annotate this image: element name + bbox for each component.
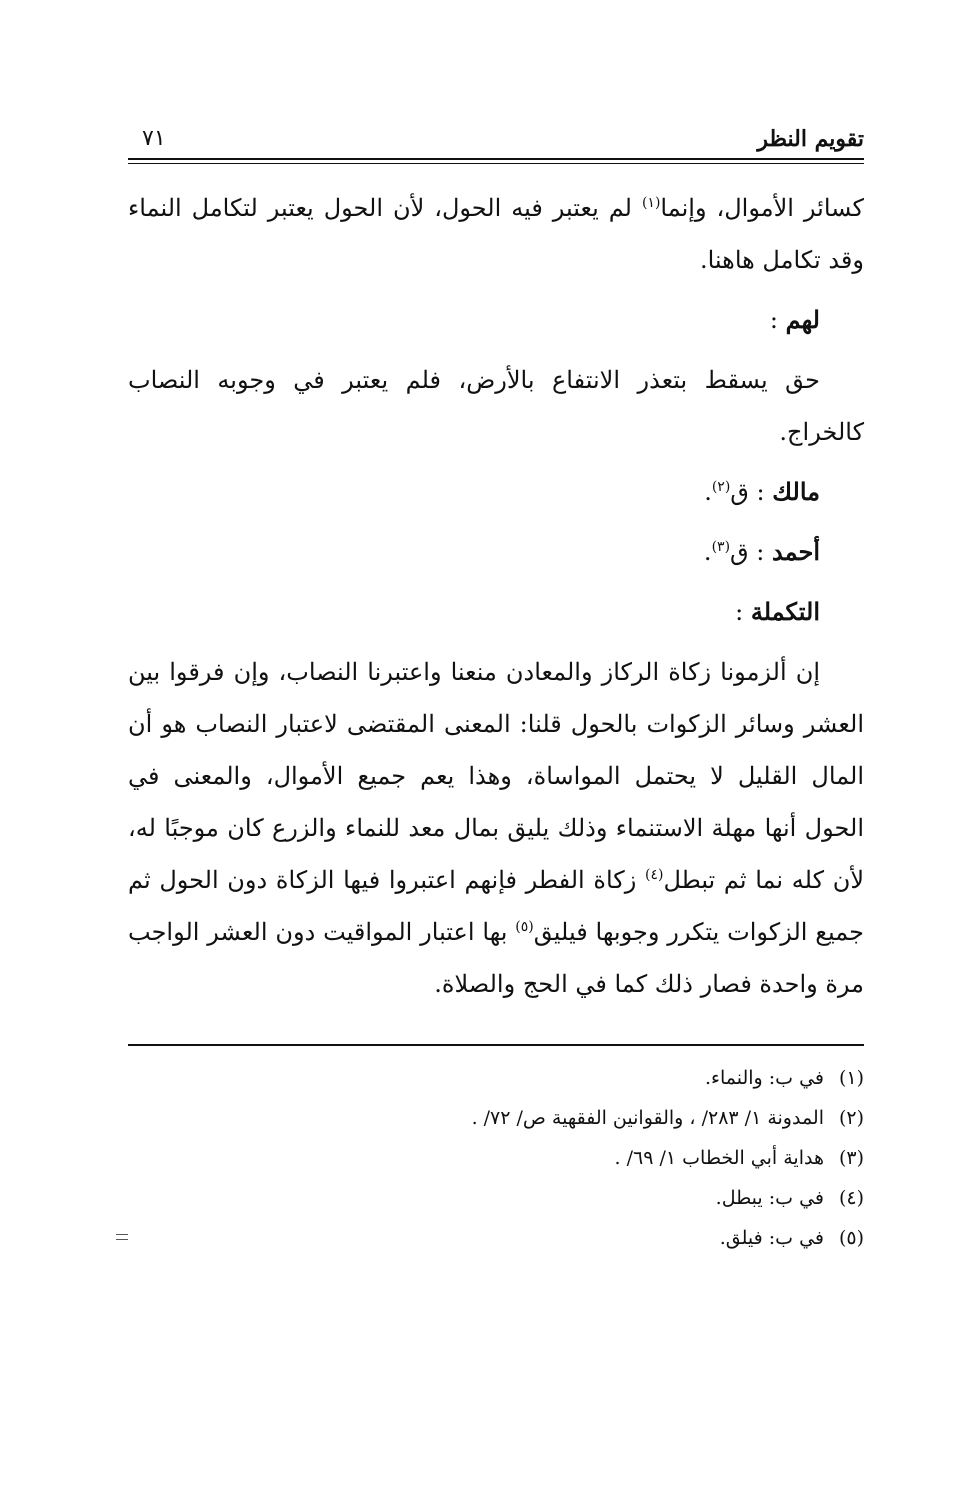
paragraph-3 (128, 646, 864, 1010)
heading-takmila-label: التكملة (750, 597, 820, 626)
paragraph-1 (128, 182, 864, 286)
running-title: تقويم النظر (757, 126, 864, 152)
paragraph-3-part-c: بها اعتبار المواقيت دون العشر الواجب مرة واحدة فصار ذلك كما في الحج والصلاة. (128, 918, 864, 998)
footnote-3 (128, 1138, 864, 1178)
paragraph-3-part-a: إن ألزمونا زكاة الركاز والمعادن منعنا واعتبرنا النصاب، وإن فرقوا بين العشر وسائر الزكوات بالحول قلنا: المعنى المقتضى لاعتبار النصاب هو أن المال القليل لا يحتمل المواساة، وهذا يعم جميع الأموال، والمعنى في الحول أنها مهلة الاستنماء وذلك يليق بمال معد للنماء والزرع كان موجبًا له، لأن كله نما ثم تبطل (128, 658, 865, 894)
margin-equals-mark (116, 1234, 128, 1240)
footnote-number: (٤) (838, 1187, 864, 1209)
ahmad-line (128, 526, 864, 578)
paragraph-2: حق يسقط بتعذر الانتفاع بالأرض، فلم يعتبر في وجوبه النصاب كالخراج. (128, 366, 864, 446)
footnote-ref-5: (٥) (515, 919, 534, 935)
footnote-separator (128, 1044, 864, 1046)
malik-text: : ق (730, 478, 765, 506)
heading-lahum-label: لهم (785, 305, 820, 334)
heading-lahum: لهم : (769, 305, 820, 334)
footnote-text: المدونة ١/ ٢٨٣/ ، والقوانين الفقهية ص/ ٧٢/ . (471, 1107, 824, 1129)
malik-label: مالك (772, 477, 820, 506)
ahmad-label: أحمد (772, 537, 820, 566)
footnote-1 (128, 1058, 864, 1098)
main-text (128, 182, 864, 1010)
malik-line (128, 466, 864, 518)
header-double-rule (128, 158, 864, 164)
paragraph-1-part-b: لم يعتبر فيه الحول، لأن الحول يعتبر لتكامل النماء وقد تكامل هاهنا. (128, 194, 864, 274)
footnote-4 (128, 1178, 864, 1218)
heading-takmila: التكملة : (735, 597, 820, 626)
footnote-2 (128, 1098, 864, 1138)
ahmad-end: . (703, 538, 712, 566)
footnote-ref-4: (٤) (644, 867, 664, 883)
paragraph-3-part-b: زكاة الفطر فإنهم اعتبروا فيها الزكاة دون الحول ثم جميع الزكوات يتكرر وجوبها فيليق (128, 866, 865, 946)
footnotes (128, 1058, 864, 1258)
footnote-number: (٣) (838, 1147, 864, 1169)
paragraph-1-part-a: كسائر الأموال، وإنما (660, 194, 864, 222)
ahmad-text: : ق (730, 538, 765, 566)
page-number: ٧١ (142, 126, 166, 151)
footnote-text: في ب: يبطل. (715, 1187, 824, 1209)
footnote-text: في ب: فيلق. (719, 1227, 824, 1249)
footnote-ref-2: (٢) (711, 479, 731, 495)
footnote-number: (٥) (838, 1227, 864, 1249)
footnote-number: (١) (838, 1067, 864, 1089)
footnote-ref-1: (١) (641, 195, 661, 211)
running-header (128, 118, 864, 158)
footnote-text: هداية أبي الخطاب ١/ ٦٩/ . (614, 1147, 824, 1169)
footnote-number: (٢) (838, 1107, 864, 1129)
footnote-text: في ب: والنماء. (704, 1067, 824, 1089)
footnote-5 (128, 1218, 864, 1258)
footnote-ref-3: (٣) (711, 539, 731, 555)
malik-end: . (704, 478, 712, 506)
